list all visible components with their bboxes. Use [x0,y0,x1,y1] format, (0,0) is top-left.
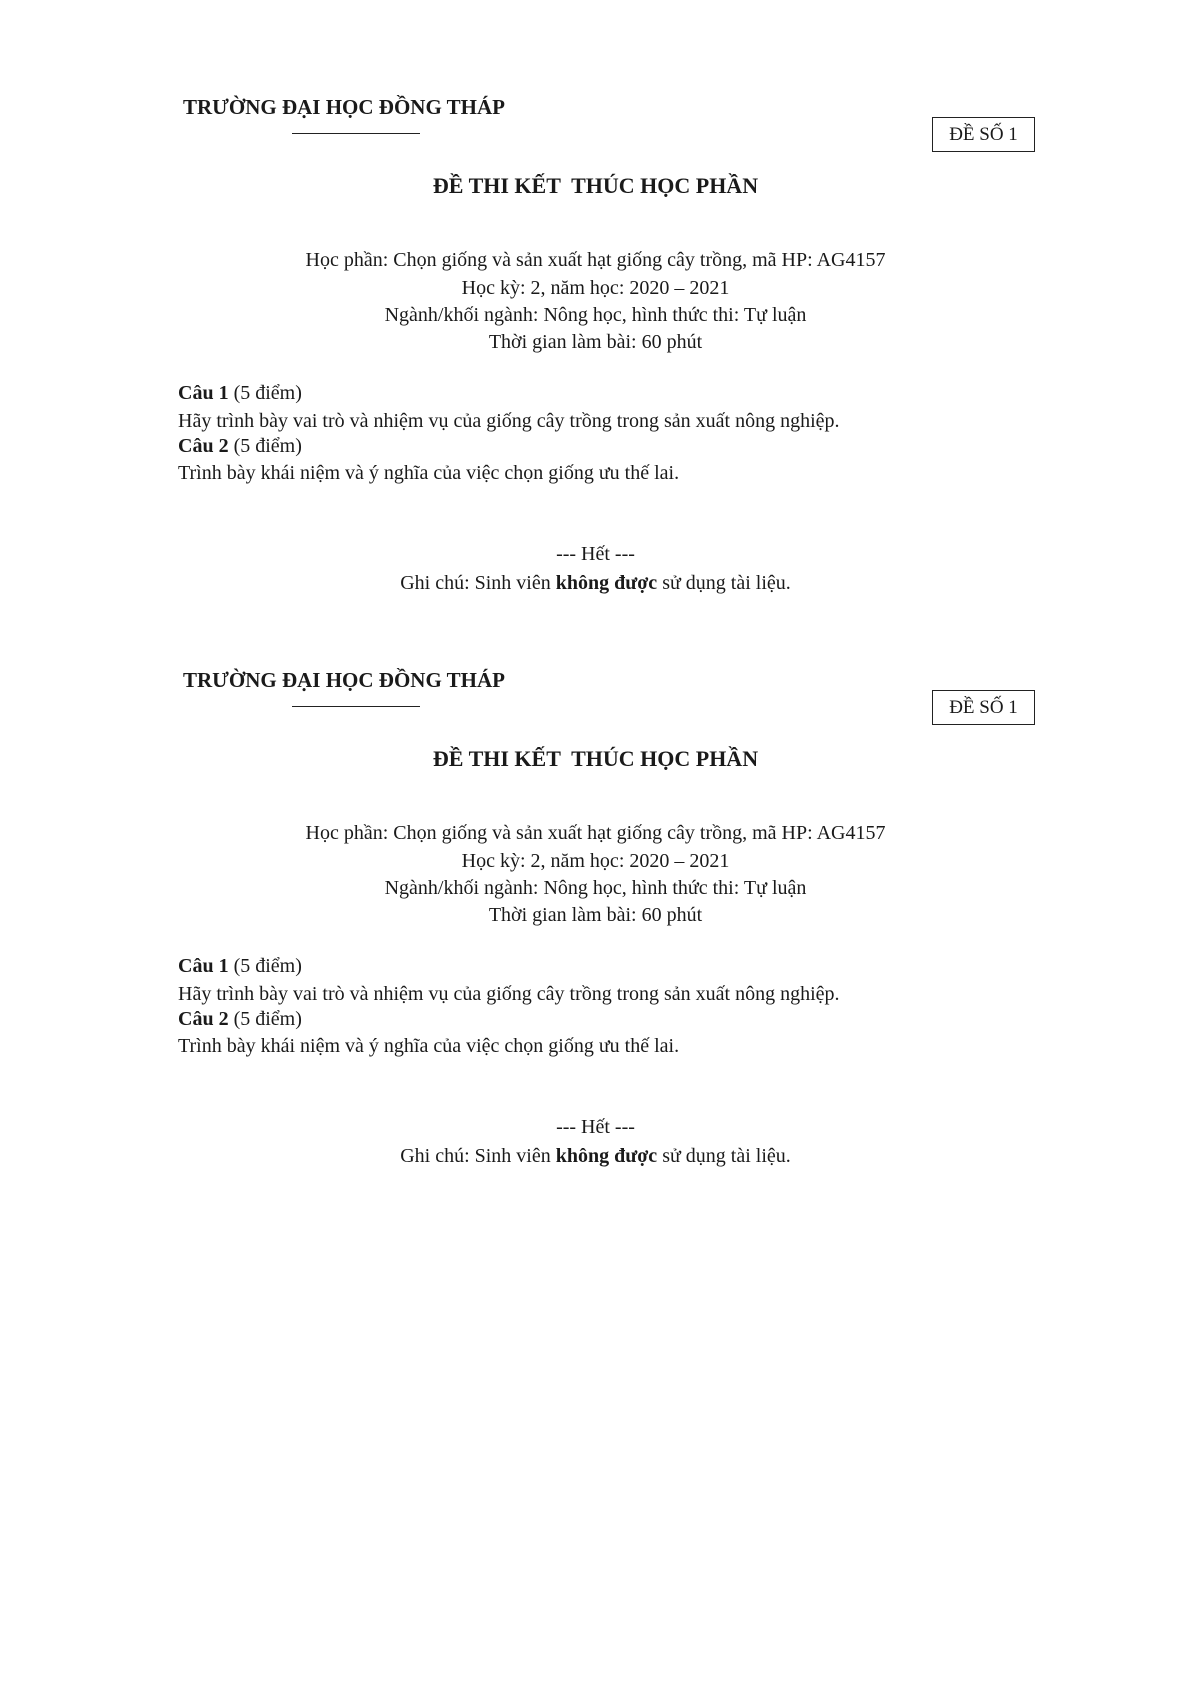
exam-note [0,1145,1191,1168]
semester-info: Học kỳ: 2, năm học: 2020 – 2021 [461,277,730,299]
question-2-heading [178,1008,302,1031]
semester-info: Học kỳ: 2, năm học: 2020 – 2021 [461,850,730,872]
question-2-label: Câu 2 [178,435,229,457]
course-info: Học phần: Chọn giống và sản xuất hạt giống cây trồng, mã HP: AG4157 [305,822,886,844]
note-emphasis: không được [555,572,658,594]
question-1-text: Hãy trình bày vai trò và nhiệm vụ của giống cây trồng trong sản xuất nông nghiệp. [178,983,840,1005]
major-info: Ngành/khối ngành: Nông học, hình thức thi: Tự luận [384,877,807,899]
duration-info: Thời gian làm bài: 60 phút [488,331,703,353]
exam-title: ĐỀ THI KẾT THÚC HỌC PHẦN [432,746,759,771]
school-name: TRƯỜNG ĐẠI HỌC ĐỒNG THÁP [183,668,506,692]
question-2-points: (5 điểm) [233,1008,302,1030]
note-prefix: Ghi chú: Sinh viên [400,572,556,594]
question-1-label: Câu 1 [178,955,229,977]
question-1-points: (5 điểm) [233,955,302,977]
question-1-points: (5 điểm) [233,382,302,404]
question-2-text: Trình bày khái niệm và ý nghĩa của việc chọn giống ưu thế lai. [178,462,680,484]
note-emphasis: không được [555,1145,658,1167]
duration-info: Thời gian làm bài: 60 phút [488,904,703,926]
exam-note [0,572,1191,595]
end-marker: --- Hết --- [556,1116,635,1138]
note-suffix: sử dụng tài liệu. [657,1145,791,1167]
exam-code-box: ĐỀ SỐ 1 [932,690,1035,725]
exam-code-box: ĐỀ SỐ 1 [932,117,1035,152]
school-underline [292,133,420,134]
major-info: Ngành/khối ngành: Nông học, hình thức thi: Tự luận [384,304,807,326]
note-prefix: Ghi chú: Sinh viên [400,1145,556,1167]
question-2-heading [178,435,302,458]
exam-title: ĐỀ THI KẾT THÚC HỌC PHẦN [432,173,759,198]
question-1-text: Hãy trình bày vai trò và nhiệm vụ của giống cây trồng trong sản xuất nông nghiệp. [178,410,840,432]
course-info: Học phần: Chọn giống và sản xuất hạt giống cây trồng, mã HP: AG4157 [305,249,886,271]
question-1-label: Câu 1 [178,382,229,404]
question-2-points: (5 điểm) [233,435,302,457]
question-2-text: Trình bày khái niệm và ý nghĩa của việc chọn giống ưu thế lai. [178,1035,680,1057]
school-name: TRƯỜNG ĐẠI HỌC ĐỒNG THÁP [183,95,506,119]
school-underline [292,706,420,707]
note-suffix: sử dụng tài liệu. [657,572,791,594]
question-1-heading [178,955,302,978]
end-marker: --- Hết --- [556,543,635,565]
question-1-heading [178,382,302,405]
question-2-label: Câu 2 [178,1008,229,1030]
